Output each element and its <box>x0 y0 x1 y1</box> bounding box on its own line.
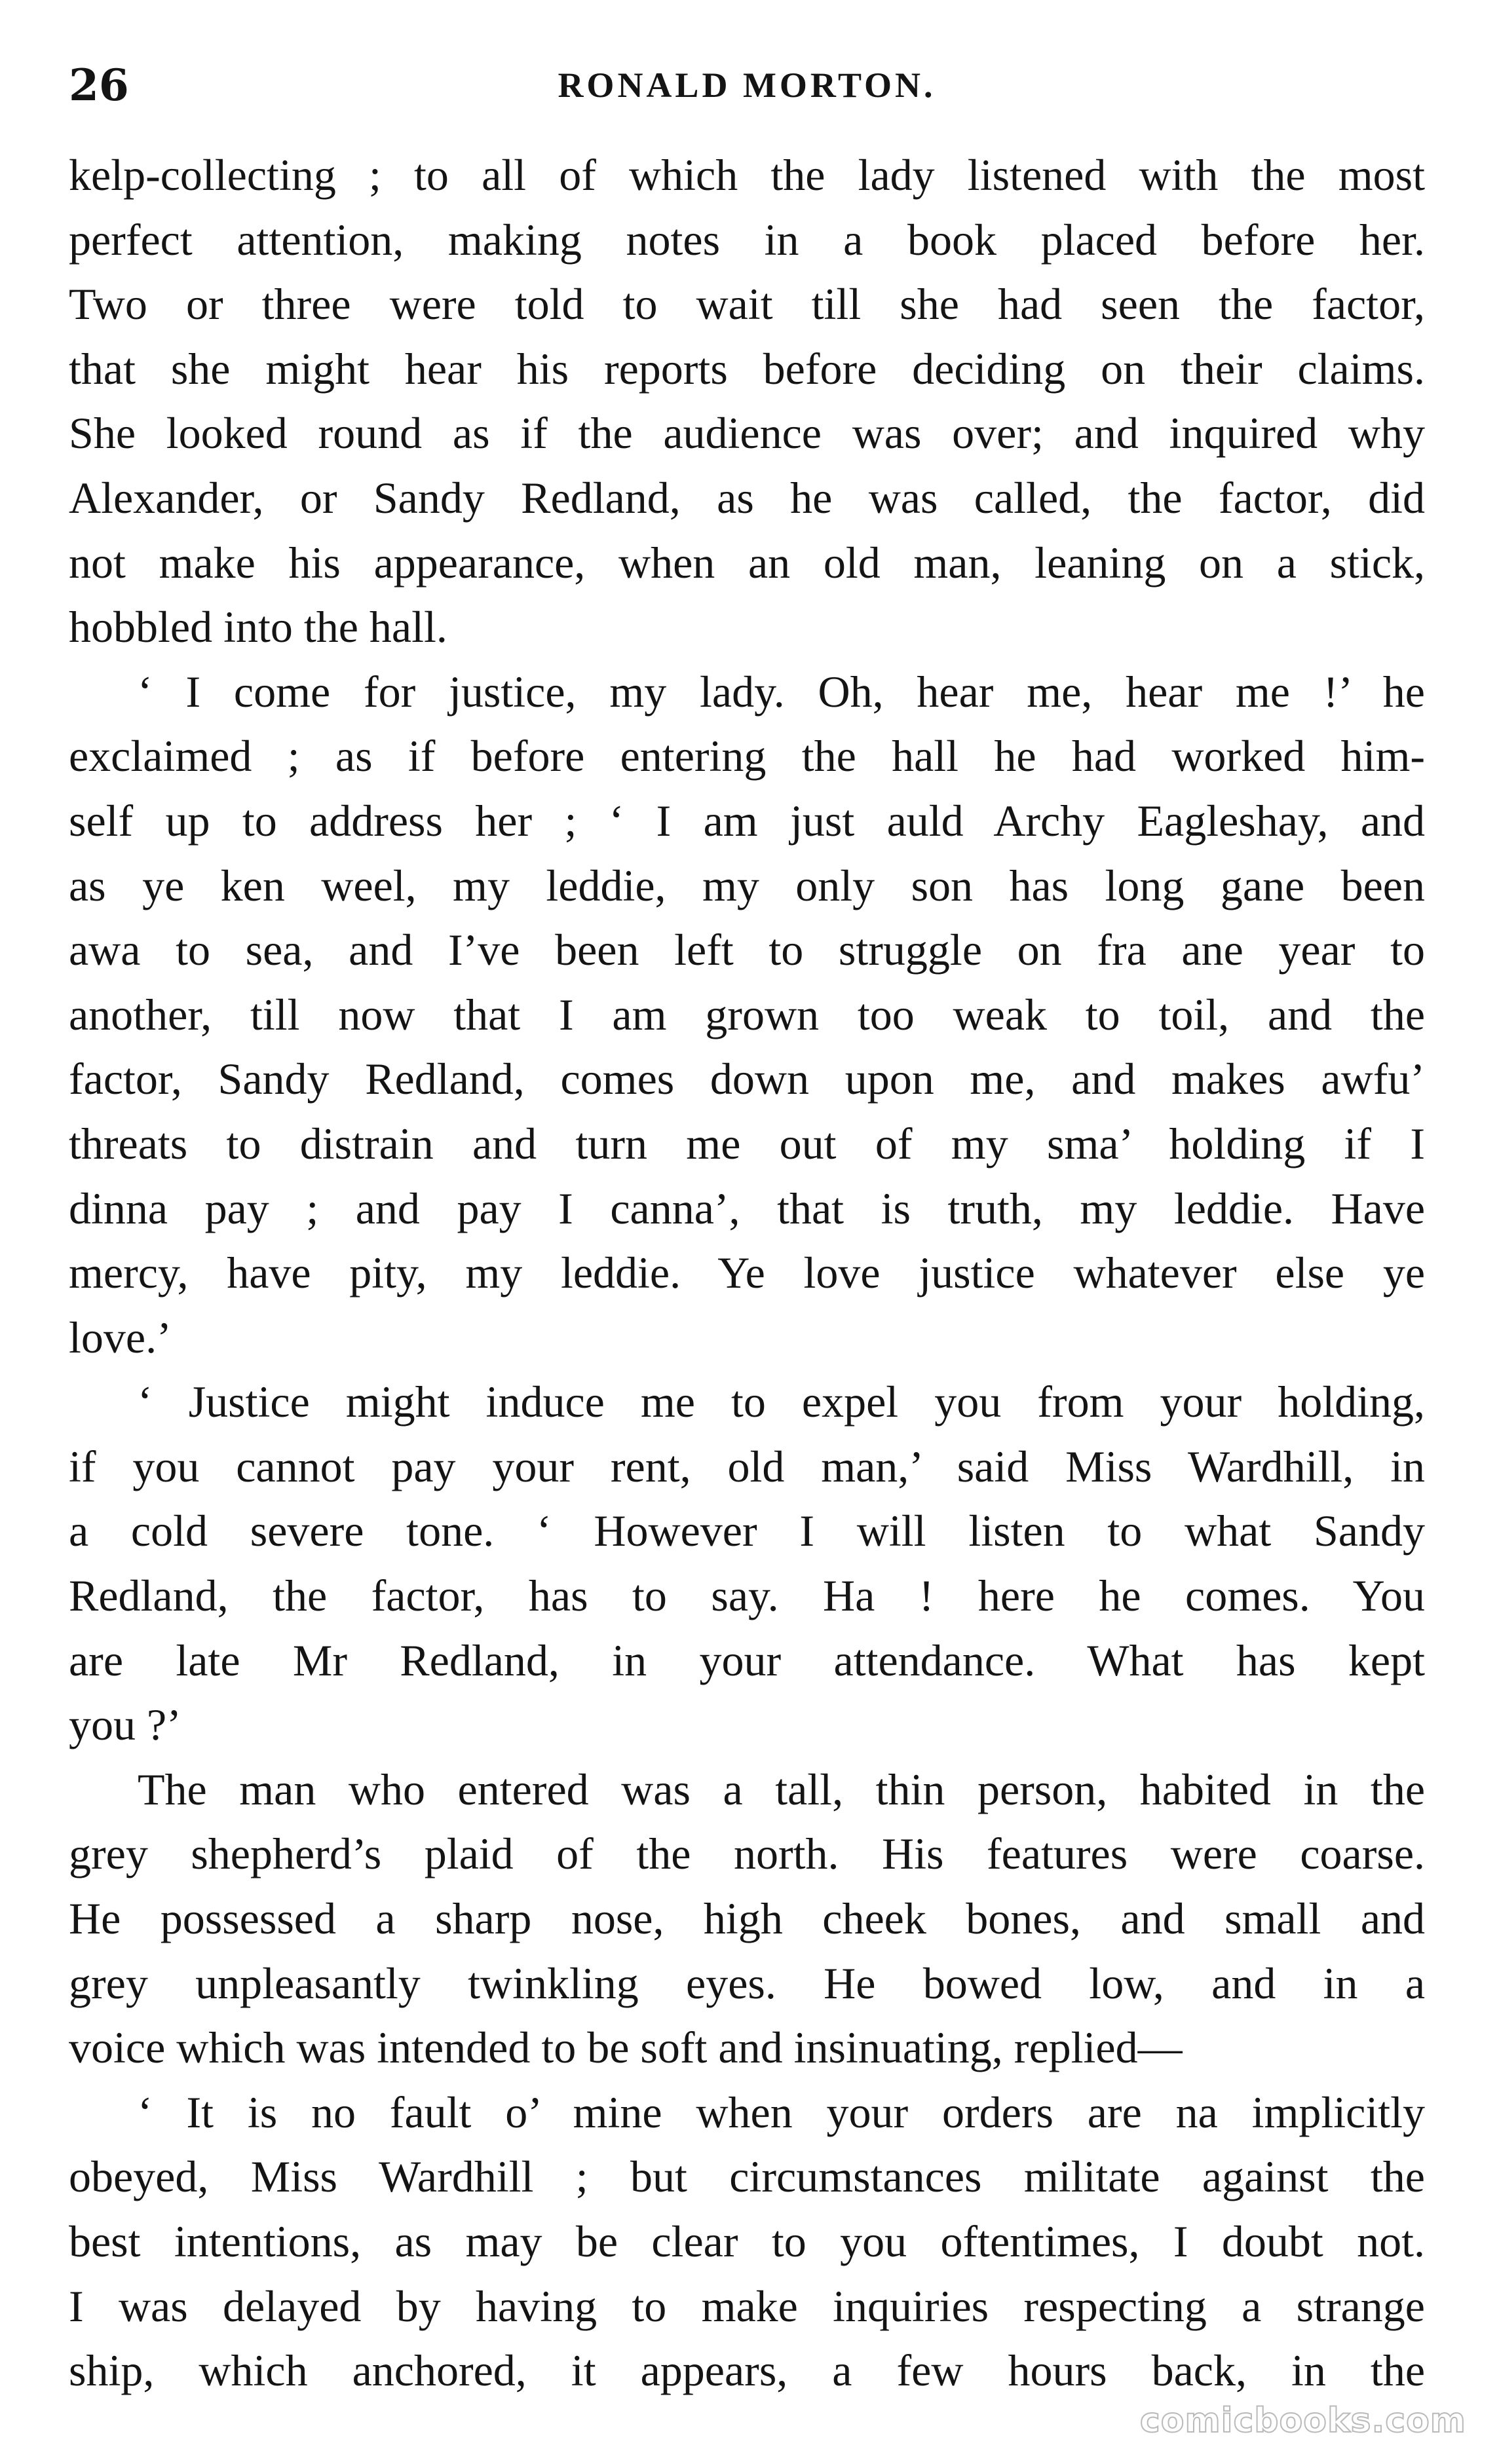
text-line: if you cannot pay your rent, old man,’ said Miss Wardhill, in <box>69 1441 1425 1491</box>
text-line: another, till now that I am grown too weak to toil, and the <box>69 989 1425 1039</box>
text-line: ‘ It is no fault o’ mine when your orders are na implicitly <box>138 2087 1425 2137</box>
text-line: voice which was intended to be soft and insinuating, replied— <box>69 2023 1183 2073</box>
text-line: Alexander, or Sandy Redland, as he was called, the factor, did <box>69 472 1425 523</box>
text-line: that she might hear his reports before deciding on their claims. <box>69 343 1425 394</box>
text-line: ‘ I come for justice, my lady. Oh, hear me, hear me !’ he <box>138 666 1425 717</box>
page-number: 26 <box>69 60 129 111</box>
text-line: Redland, the factor, has to say. Ha ! here he comes. You <box>69 1571 1425 1621</box>
text-line: are late Mr Redland, in your attendance. What has kept <box>69 1635 1425 1685</box>
text-line: I was delayed by having to make inquiries respecting a strange <box>69 2281 1425 2331</box>
text-line: She looked round as if the audience was over; and inquired why <box>69 408 1425 458</box>
text-line: Two or three were told to wait till she had seen the factor, <box>69 279 1425 329</box>
paragraph <box>69 660 1425 1370</box>
paragraph <box>69 1370 1425 1757</box>
watermark: comicbooks.com <box>1139 2401 1466 2440</box>
paragraph <box>69 143 1425 660</box>
text-line: self up to address her ; ‘ I am just auld Archy Eagleshay, and <box>69 795 1425 846</box>
text-line: dinna pay ; and pay I canna’, that is truth, my leddie. Have <box>69 1183 1425 1233</box>
text-line: love.’ <box>69 1312 172 1362</box>
text-line: grey unpleasantly twinkling eyes. He bowed low, and in a <box>69 1958 1425 2008</box>
text-line: perfect attention, making notes in a book placed before her. <box>69 214 1425 265</box>
text-line: a cold severe tone. ‘ However I will listen to what Sandy <box>69 1506 1425 1556</box>
paragraph <box>69 1757 1425 2080</box>
text-line: as ye ken weel, my leddie, my only son has long gane been <box>69 860 1425 910</box>
text-line: The man who entered was a tall, thin person, habited in the <box>138 1764 1425 1814</box>
text-line: not make his appearance, when an old man, leaning on a stick, <box>69 537 1425 588</box>
text-line: exclaimed ; as if before entering the hall he had worked him- <box>69 731 1425 781</box>
running-head: RONALD MORTON. <box>558 65 936 105</box>
text-line: He possessed a sharp nose, high cheek bones, and small and <box>69 1894 1425 1944</box>
body-text <box>69 143 1425 2403</box>
text-line: threats to distrain and turn me out of my sma’ holding if I <box>69 1118 1425 1168</box>
text-line: factor, Sandy Redland, comes down upon me, and makes awfu’ <box>69 1054 1425 1104</box>
text-line: ‘ Justice might induce me to expel you from your holding, <box>138 1377 1425 1427</box>
page-header <box>69 49 1425 121</box>
text-line: best intentions, as may be clear to you oftentimes, I doubt not. <box>69 2216 1425 2266</box>
text-line: ship, which anchored, it appears, a few hours back, in the <box>69 2345 1425 2396</box>
text-line: awa to sea, and I’ve been left to struggle on fra ane year to <box>69 925 1425 975</box>
text-line: grey shepherd’s plaid of the north. His features were coarse. <box>69 1829 1425 1879</box>
text-line: hobbled into the hall. <box>69 602 447 652</box>
paragraph <box>69 2080 1425 2403</box>
text-line: kelp-collecting ; to all of which the lady listened with the most <box>69 150 1425 200</box>
text-line: obeyed, Miss Wardhill ; but circumstances militate against the <box>69 2152 1425 2202</box>
text-line: you ?’ <box>69 1700 181 1750</box>
text-line: mercy, have pity, my leddie. Ye love justice whatever else ye <box>69 1248 1425 1298</box>
